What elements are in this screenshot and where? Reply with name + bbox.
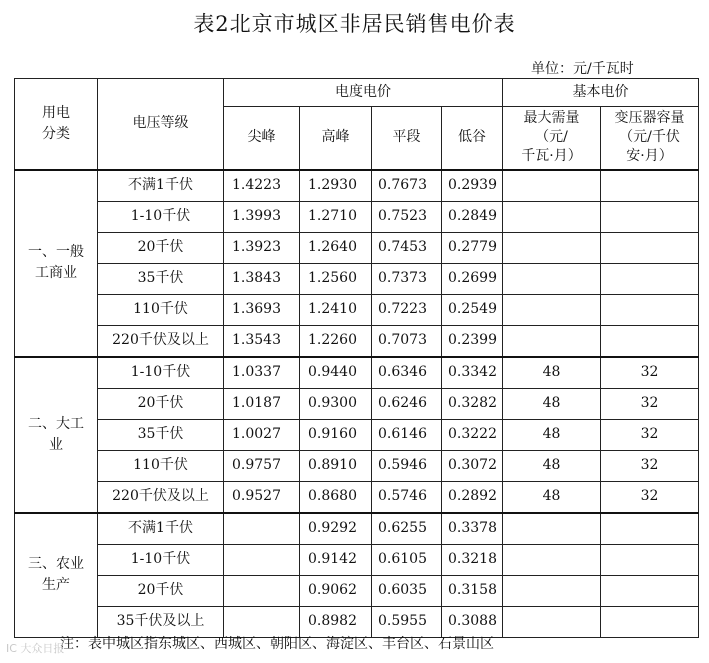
- voltage-cell: 不满1千伏: [98, 170, 224, 202]
- transformer-capacity-cell: [601, 513, 699, 545]
- voltage-cell: 35千伏及以上: [98, 606, 224, 637]
- transformer-capacity-cell: [601, 263, 699, 294]
- header-valley: 低谷: [442, 107, 503, 170]
- table-row: [15, 170, 699, 202]
- transformer-capacity-cell: [601, 201, 699, 232]
- valley-cell: 0.3378: [442, 513, 503, 545]
- peak-cell: 0.9440: [300, 357, 372, 389]
- valley-cell: 0.2779: [442, 232, 503, 263]
- flat-cell: 0.5746: [372, 481, 442, 513]
- flat-cell: 0.6346: [372, 357, 442, 389]
- voltage-cell: 220千伏及以上: [98, 481, 224, 513]
- flat-cell: 0.6035: [372, 575, 442, 606]
- transformer-capacity-cell: [601, 170, 699, 202]
- max-demand-cell: [503, 170, 601, 202]
- table-title: 表2北京市城区非居民销售电价表: [193, 12, 516, 36]
- peak-cell: 1.2560: [300, 263, 372, 294]
- peak-cell: 0.9292: [300, 513, 372, 545]
- transformer-capacity-cell: [601, 294, 699, 325]
- valley-cell: 0.2849: [442, 201, 503, 232]
- valley-cell: 0.3072: [442, 450, 503, 481]
- table-row: [15, 575, 699, 606]
- sharp-peak-cell: 1.0187: [224, 388, 300, 419]
- valley-cell: 0.3282: [442, 388, 503, 419]
- watermark-logo: IC 大众日报: [6, 642, 65, 655]
- peak-cell: 1.2930: [300, 170, 372, 202]
- max-demand-cell: [503, 263, 601, 294]
- flat-cell: 0.7373: [372, 263, 442, 294]
- voltage-cell: 1-10千伏: [98, 357, 224, 389]
- transformer-capacity-cell: 32: [601, 450, 699, 481]
- valley-cell: 0.2939: [442, 170, 503, 202]
- sharp-peak-cell: 1.3543: [224, 325, 300, 357]
- transformer-capacity-cell: 32: [601, 419, 699, 450]
- flat-cell: 0.6105: [372, 544, 442, 575]
- sharp-peak-cell: 1.0337: [224, 357, 300, 389]
- table-row: [15, 544, 699, 575]
- sharp-peak-cell: 0.9757: [224, 450, 300, 481]
- transformer-capacity-cell: [601, 544, 699, 575]
- max-demand-cell: [503, 544, 601, 575]
- table-row: [15, 388, 699, 419]
- max-demand-cell: [503, 325, 601, 357]
- valley-cell: 0.3088: [442, 606, 503, 637]
- valley-cell: 0.3218: [442, 544, 503, 575]
- table-row: [15, 232, 699, 263]
- sharp-peak-cell: 1.3843: [224, 263, 300, 294]
- flat-cell: 0.7223: [372, 294, 442, 325]
- table-row: [15, 481, 699, 513]
- table-row: [15, 450, 699, 481]
- table-row: [15, 513, 699, 545]
- header-transformer-capacity: 变压器容量 （元/千伏 安·月）: [601, 107, 699, 170]
- valley-cell: 0.2699: [442, 263, 503, 294]
- table-row: [15, 263, 699, 294]
- max-demand-cell: [503, 513, 601, 545]
- voltage-cell: 20千伏: [98, 575, 224, 606]
- footnote: 注：表中城区指东城区、西城区、朝阳区、海淀区、丰台区、石景山区: [60, 636, 494, 652]
- valley-cell: 0.2549: [442, 294, 503, 325]
- transformer-capacity-cell: 32: [601, 388, 699, 419]
- flat-cell: 0.7073: [372, 325, 442, 357]
- sharp-peak-cell: [224, 513, 300, 545]
- peak-cell: 0.8680: [300, 481, 372, 513]
- peak-cell: 1.2640: [300, 232, 372, 263]
- voltage-cell: 20千伏: [98, 232, 224, 263]
- header-max-demand: 最大需量 （元/ 千瓦·月）: [503, 107, 601, 170]
- max-demand-cell: 48: [503, 450, 601, 481]
- header-voltage: 电压等级: [98, 79, 224, 170]
- max-demand-cell: 48: [503, 481, 601, 513]
- table-row: [15, 294, 699, 325]
- section-category: 三、农业 生产: [15, 513, 98, 638]
- flat-cell: 0.5955: [372, 606, 442, 637]
- sharp-peak-cell: 1.4223: [224, 170, 300, 202]
- transformer-capacity-cell: [601, 232, 699, 263]
- valley-cell: 0.3222: [442, 419, 503, 450]
- flat-cell: 0.6246: [372, 388, 442, 419]
- valley-cell: 0.3158: [442, 575, 503, 606]
- sharp-peak-cell: 1.3993: [224, 201, 300, 232]
- header-basic-price: 基本电价: [503, 79, 699, 107]
- table-row: [15, 325, 699, 357]
- header-peak: 高峰: [300, 107, 372, 170]
- valley-cell: 0.3342: [442, 357, 503, 389]
- sharp-peak-cell: [224, 544, 300, 575]
- peak-cell: 0.8910: [300, 450, 372, 481]
- voltage-cell: 1-10千伏: [98, 544, 224, 575]
- peak-cell: 0.9062: [300, 575, 372, 606]
- voltage-cell: 35千伏: [98, 419, 224, 450]
- flat-cell: 0.7523: [372, 201, 442, 232]
- table-row: [15, 357, 699, 389]
- flat-cell: 0.7673: [372, 170, 442, 202]
- transformer-capacity-cell: [601, 606, 699, 637]
- voltage-cell: 35千伏: [98, 263, 224, 294]
- voltage-cell: 20千伏: [98, 388, 224, 419]
- peak-cell: 0.9160: [300, 419, 372, 450]
- sharp-peak-cell: 1.3693: [224, 294, 300, 325]
- table-row: [15, 419, 699, 450]
- transformer-capacity-cell: [601, 325, 699, 357]
- valley-cell: 0.2399: [442, 325, 503, 357]
- peak-cell: 1.2410: [300, 294, 372, 325]
- header-flat: 平段: [372, 107, 442, 170]
- transformer-capacity-cell: 32: [601, 481, 699, 513]
- voltage-cell: 220千伏及以上: [98, 325, 224, 357]
- sharp-peak-cell: 1.3923: [224, 232, 300, 263]
- peak-cell: 0.9300: [300, 388, 372, 419]
- header-sharp-peak: 尖峰: [224, 107, 300, 170]
- sharp-peak-cell: 0.9527: [224, 481, 300, 513]
- max-demand-cell: [503, 201, 601, 232]
- unit-label: 单位：元/千瓦时: [531, 61, 634, 77]
- flat-cell: 0.7453: [372, 232, 442, 263]
- max-demand-cell: [503, 294, 601, 325]
- table-row: [15, 201, 699, 232]
- voltage-cell: 110千伏: [98, 450, 224, 481]
- valley-cell: 0.2892: [442, 481, 503, 513]
- sharp-peak-cell: 1.0027: [224, 419, 300, 450]
- peak-cell: 0.8982: [300, 606, 372, 637]
- peak-cell: 1.2260: [300, 325, 372, 357]
- header-energy-price: 电度电价: [224, 79, 503, 107]
- voltage-cell: 1-10千伏: [98, 201, 224, 232]
- max-demand-cell: [503, 232, 601, 263]
- flat-cell: 0.6255: [372, 513, 442, 545]
- peak-cell: 1.2710: [300, 201, 372, 232]
- header-category: 用电 分类: [15, 79, 98, 170]
- max-demand-cell: 48: [503, 419, 601, 450]
- sharp-peak-cell: [224, 575, 300, 606]
- section-category: 二、大工 业: [15, 357, 98, 513]
- max-demand-cell: [503, 606, 601, 637]
- transformer-capacity-cell: 32: [601, 357, 699, 389]
- peak-cell: 0.9142: [300, 544, 372, 575]
- price-table: [14, 78, 699, 638]
- max-demand-cell: 48: [503, 388, 601, 419]
- transformer-capacity-cell: [601, 575, 699, 606]
- max-demand-cell: [503, 575, 601, 606]
- voltage-cell: 110千伏: [98, 294, 224, 325]
- flat-cell: 0.6146: [372, 419, 442, 450]
- max-demand-cell: 48: [503, 357, 601, 389]
- voltage-cell: 不满1千伏: [98, 513, 224, 545]
- flat-cell: 0.5946: [372, 450, 442, 481]
- section-category: 一、一般 工商业: [15, 170, 98, 357]
